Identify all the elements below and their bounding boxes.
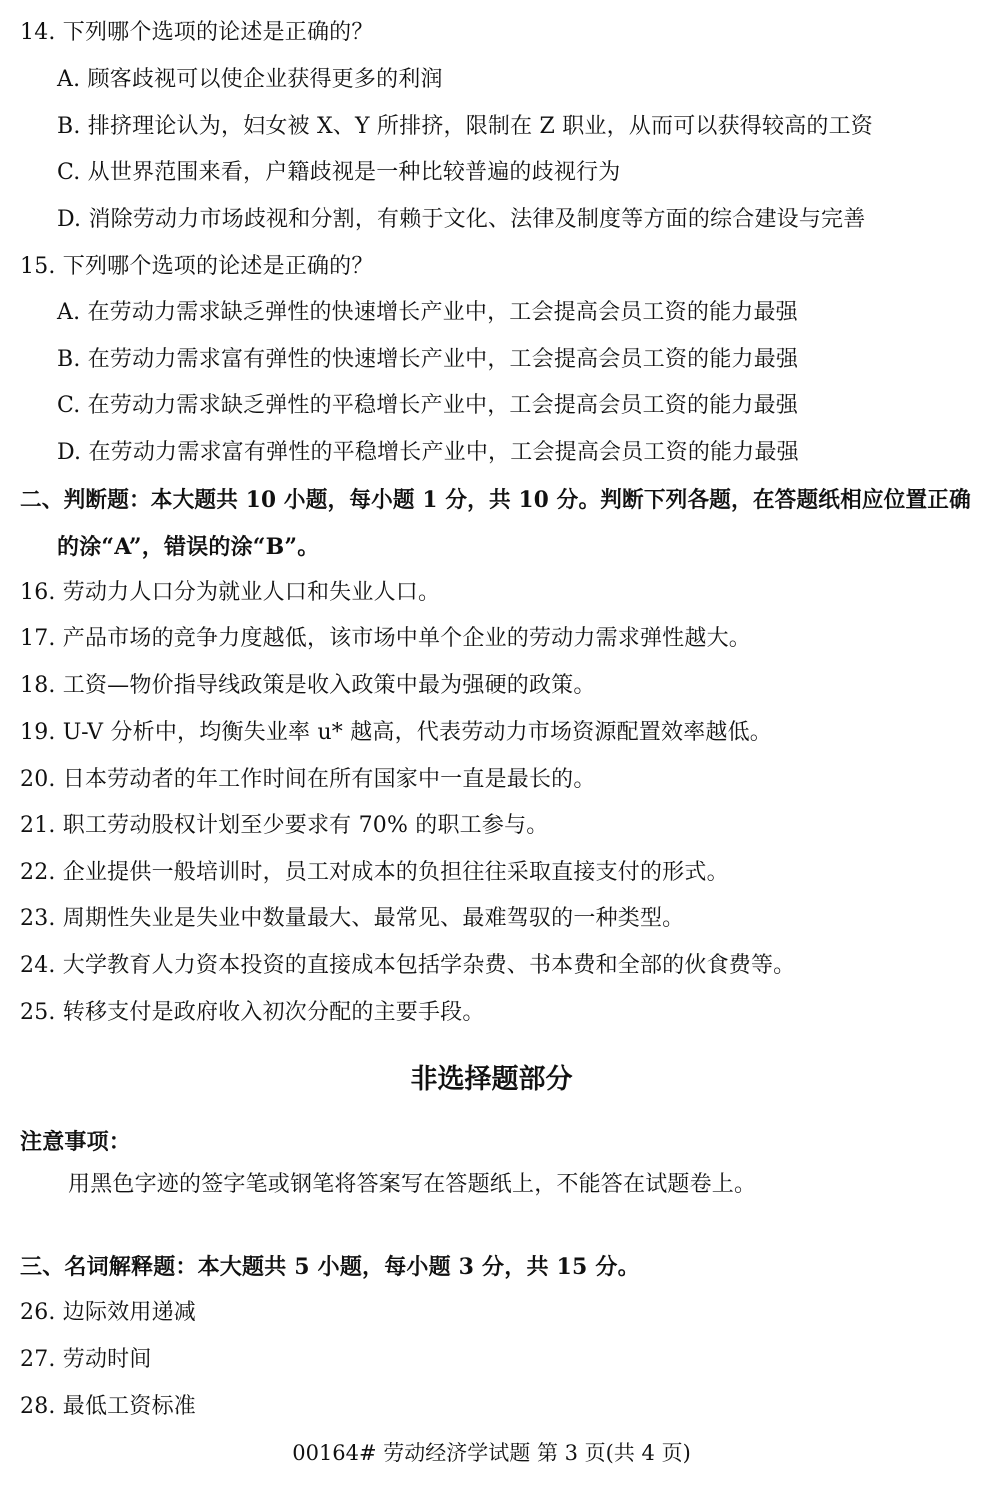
notice-label: 注意事项： <box>20 1130 132 1155</box>
section-2-heading: 二、判断题：本大题共 10 小题，每小题 1 分，共 10 分。判断下列各题，在答题纸相应位置正确 <box>20 487 971 513</box>
judgement-24: 24. 大学教育人力资本投资的直接成本包括学杂费、书本费和全部的伙食费等。 <box>20 953 796 978</box>
judgement-18: 18. 工资—物价指导线政策是收入政策中最为强硬的政策。 <box>20 673 596 698</box>
question-14-option-b: B. 排挤理论认为，妇女被 X、Y 所排挤，限制在 Z 职业，从而可以获得较高的工资 <box>57 114 873 139</box>
question-14-option-a: A. 顾客歧视可以使企业获得更多的利润 <box>57 67 443 92</box>
part-title: 非选择题部分 <box>410 1064 573 1095</box>
judgement-25: 25. 转移支付是政府收入初次分配的主要手段。 <box>20 1000 485 1025</box>
judgement-17: 17. 产品市场的竞争力度越低，该市场中单个企业的劳动力需求弹性越大。 <box>20 626 751 651</box>
judgement-20: 20. 日本劳动者的年工作时间在所有国家中一直是最长的。 <box>20 767 596 792</box>
page-footer: 00164# 劳动经济学试题 第 3 页(共 4 页) <box>292 1441 691 1465</box>
question-15-option-c: C. 在劳动力需求缺乏弹性的平稳增长产业中，工会提高会员工资的能力最强 <box>57 393 799 418</box>
question-14-stem: 14. 下列哪个选项的论述是正确的？ <box>20 20 374 45</box>
section-3-heading: 三、名词解释题：本大题共 5 小题，每小题 3 分，共 15 分。 <box>20 1254 640 1280</box>
question-15-option-d: D. 在劳动力需求富有弹性的平稳增长产业中，工会提高会员工资的能力最强 <box>57 440 799 465</box>
notice-text: 用黑色字迹的签字笔或钢笔将答案写在答题纸上，不能答在试题卷上。 <box>68 1172 757 1197</box>
term-28: 28. 最低工资标准 <box>20 1394 196 1419</box>
question-15-stem: 15. 下列哪个选项的论述是正确的？ <box>20 254 374 279</box>
judgement-21: 21. 职工劳动股权计划至少要求有 70% 的职工参与。 <box>20 813 549 838</box>
judgement-19: 19. U-V 分析中，均衡失业率 u* 越高，代表劳动力市场资源配置效率越低。 <box>20 720 773 745</box>
question-15-option-a: A. 在劳动力需求缺乏弹性的快速增长产业中，工会提高会员工资的能力最强 <box>57 300 798 325</box>
judgement-22: 22. 企业提供一般培训时，员工对成本的负担往往采取直接支付的形式。 <box>20 860 729 885</box>
term-27: 27. 劳动时间 <box>20 1347 152 1372</box>
term-26: 26. 边际效用递减 <box>20 1300 196 1325</box>
judgement-16: 16. 劳动力人口分为就业人口和失业人口。 <box>20 580 441 605</box>
question-14-option-d: D. 消除劳动力市场歧视和分割，有赖于文化、法律及制度等方面的综合建设与完善 <box>57 207 866 232</box>
question-15-option-b: B. 在劳动力需求富有弹性的快速增长产业中，工会提高会员工资的能力最强 <box>57 347 799 372</box>
section-2-heading-cont: 的涂“A”，错误的涂“B”。 <box>57 534 320 560</box>
question-14-option-c: C. 从世界范围来看，户籍歧视是一种比较普遍的歧视行为 <box>57 160 621 185</box>
judgement-23: 23. 周期性失业是失业中数量最大、最常见、最难驾驭的一种类型。 <box>20 906 685 931</box>
